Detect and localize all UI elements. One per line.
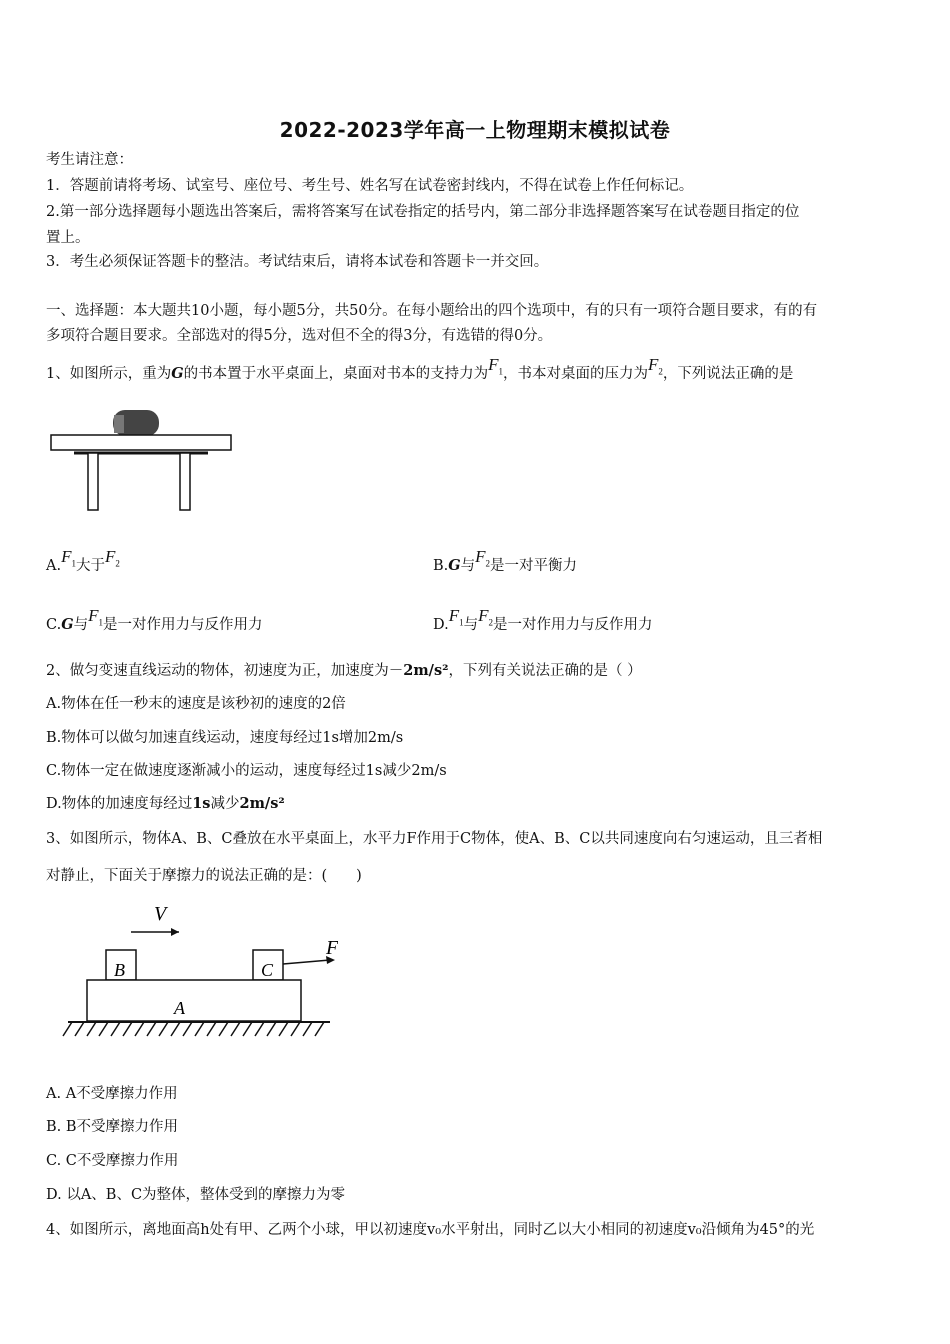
ground-hatch xyxy=(147,1022,156,1036)
q1-option-b: B.G与$F_2$是一对平衡力 xyxy=(433,547,578,574)
q3-option-b: B. B不受摩擦力作用 xyxy=(46,1119,179,1135)
velocity-label: V xyxy=(154,903,167,925)
ground-hatch xyxy=(87,1022,96,1036)
ground-hatch xyxy=(159,1022,168,1036)
block-c-label: C xyxy=(261,960,274,980)
table-top xyxy=(51,435,231,450)
block-a xyxy=(87,980,301,1021)
q2-option-c: C.物体一定在做速度逐渐减小的运动，速度每经过1s减少2m/s xyxy=(46,763,447,779)
ground-hatch xyxy=(111,1022,120,1036)
q1-option-d: $D.F_1$与$F_2$是一对作用力与反作用力 xyxy=(433,606,653,633)
q3-option-a: A. A不受摩擦力作用 xyxy=(46,1086,178,1102)
notice-heading: 考生请注意： xyxy=(46,152,133,168)
q1-option-a: $A.F_1$大于$F_2$ xyxy=(46,547,120,574)
section-instruction-1: 一、选择题：本大题共10小题，每小题5分，共50分。在每小题给出的四个选项中，有的只有一项符合题目要求，有的有 xyxy=(46,303,818,319)
ground-hatch xyxy=(123,1022,132,1036)
notice-item-3: 3．考生必须保证答题卡的整洁。考试结束后，请将本试卷和答题卡一并交回。 xyxy=(46,254,549,270)
q4-stem-1: 4、如图所示，离地面高h处有甲、乙两个小球，甲以初速度v₀水平射出，同时乙以大小相同的初速度v₀沿倾角为45°的光 xyxy=(46,1222,815,1238)
q1-stem: 1、如图所示，重为G的书本置于水平桌面上，桌面对书本的支持力为$F_1$，书本对桌面的压力为$F_2$，下列说法正确的是 xyxy=(46,355,794,382)
ground-hatch xyxy=(63,1022,72,1036)
notice-item-2-cont: 置上。 xyxy=(46,230,90,246)
ground-hatch xyxy=(291,1022,300,1036)
ground-hatch xyxy=(195,1022,204,1036)
q2-option-d: D.物体的加速度每经过1s减少2m/s² xyxy=(46,795,285,812)
ground-hatch xyxy=(135,1022,144,1036)
q2-option-b: B.物体可以做匀加速直线运动，速度每经过1s增加2m/s xyxy=(46,730,404,746)
block-b-label: B xyxy=(114,960,125,980)
ground-hatch xyxy=(255,1022,264,1036)
ground-hatch xyxy=(171,1022,180,1036)
q3-stem-1: 3、如图所示，物体A、B、C叠放在水平桌面上，水平力F作用于C物体，使A、B、C以共同速度向右匀速运动，且三者相 xyxy=(46,831,823,847)
q3-option-d: D. 以A、B、C为整体，整体受到的摩擦力为零 xyxy=(46,1187,346,1203)
table-leg-left xyxy=(88,453,98,510)
ground-hatch xyxy=(315,1022,324,1036)
page-title: 2022-2023学年高一上物理期末模拟试卷 xyxy=(279,118,671,142)
ground-hatch xyxy=(99,1022,108,1036)
notice-item-2: 2.第一部分选择题每小题选出答案后，需将答案写在试卷指定的括号内，第二部分非选择题答案写在试卷题目指定的位 xyxy=(46,204,800,220)
block-a-label: A xyxy=(174,998,185,1018)
q3-blocks-figure xyxy=(58,902,338,1042)
ground-hatch xyxy=(231,1022,240,1036)
force-label: F xyxy=(326,937,338,959)
notice-item-1: 1．答题前请将考场、试室号、座位号、考生号、姓名写在试卷密封线内，不得在试卷上作任何标记。 xyxy=(46,178,694,194)
ground-hatch xyxy=(279,1022,288,1036)
q3-stem-2: 对静止，下面关于摩擦力的说法正确的是：( ) xyxy=(46,868,362,884)
q1-option-c: C.G与$F_1$是一对作用力与反作用力 xyxy=(46,606,263,633)
ground-hatch xyxy=(207,1022,216,1036)
table-leg-right xyxy=(180,453,190,510)
ground-hatch xyxy=(243,1022,252,1036)
ground-hatch xyxy=(183,1022,192,1036)
ground-hatch xyxy=(219,1022,228,1036)
section-instruction-2: 多项符合题目要求。全部选对的得5分，选对但不全的得3分，有选错的得0分。 xyxy=(46,328,553,344)
q3-option-c: C. C不受摩擦力作用 xyxy=(46,1153,179,1169)
q1-table-figure xyxy=(46,405,246,517)
ground-hatch xyxy=(267,1022,276,1036)
ground-hatch xyxy=(303,1022,312,1036)
q2-stem: 2、做匀变速直线运动的物体，初速度为正，加速度为－2m/s²，下列有关说法正确的是（ ） xyxy=(46,662,642,679)
q2-option-a: A.物体在任一秒末的速度是该秒初的速度的2倍 xyxy=(46,696,346,712)
ground-hatch xyxy=(75,1022,84,1036)
